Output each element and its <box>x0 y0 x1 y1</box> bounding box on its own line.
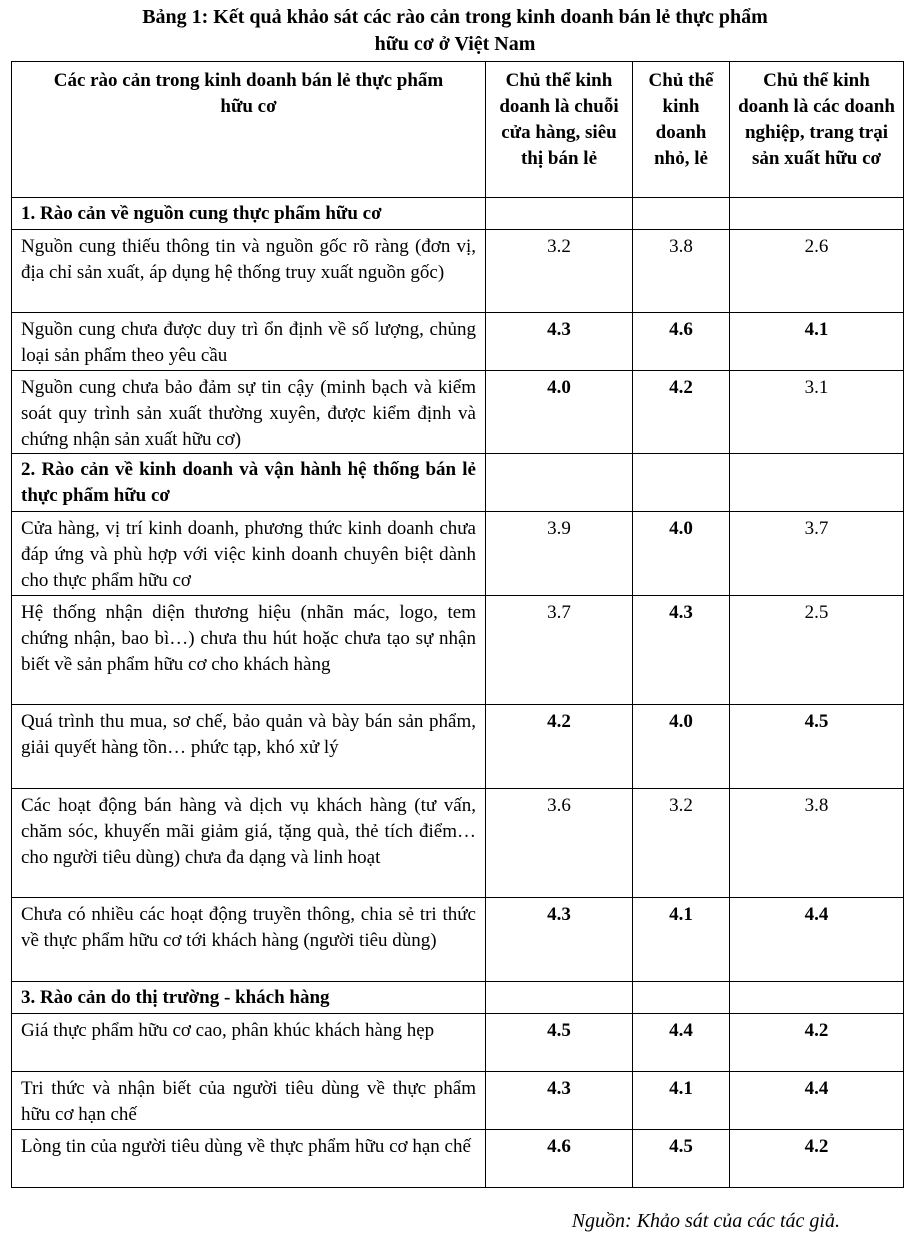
score-cell: 3.9 <box>486 512 633 596</box>
score-cell: 4.5 <box>486 1014 633 1072</box>
table-row <box>12 1014 904 1072</box>
score-cell: 4.5 <box>730 705 904 789</box>
table-row <box>12 789 904 898</box>
survey-table <box>11 61 904 1188</box>
barrier-description: Các hoạt động bán hàng và dịch vụ khách hàng (tư vấn, chăm sóc, khuyến mãi giảm giá, tặng quà, thẻ tích điểm… cho người tiêu dùng) chưa đa dạng và linh hoạt <box>12 789 486 898</box>
score-cell: 4.4 <box>730 1072 904 1130</box>
score-cell: 4.4 <box>730 898 904 982</box>
score-cell: 3.2 <box>486 230 633 313</box>
score-cell: 4.1 <box>730 313 904 371</box>
table-title <box>0 4 910 58</box>
score-cell: 4.4 <box>633 1014 730 1072</box>
score-cell: 4.3 <box>486 313 633 371</box>
table-row <box>12 705 904 789</box>
score-cell: 3.8 <box>633 230 730 313</box>
table-row <box>12 230 904 313</box>
score-cell: 4.0 <box>633 705 730 789</box>
score-cell: 4.6 <box>633 313 730 371</box>
table-row <box>12 512 904 596</box>
barrier-description: Tri thức và nhận biết của người tiêu dùng về thực phẩm hữu cơ hạn chế <box>12 1072 486 1130</box>
barrier-description: Lòng tin của người tiêu dùng về thực phẩm hữu cơ hạn chế <box>12 1130 486 1188</box>
section-title: 3. Rào cản do thị trường - khách hàng <box>12 982 486 1014</box>
source-note: Nguồn: Khảo sát của các tác giả. <box>571 1210 840 1232</box>
score-cell: 4.2 <box>730 1130 904 1188</box>
header-barrier: Các rào cản trong kinh doanh bán lẻ thực phẩm hữu cơ <box>12 62 486 198</box>
section-row <box>12 454 904 512</box>
barrier-description: Nguồn cung chưa bảo đảm sự tin cậy (minh bạch và kiểm soát quy trình sản xuất thường xuyên, được kiểm định và chứng nhận sản xuất hữu cơ) <box>12 371 486 454</box>
score-cell: 4.0 <box>486 371 633 454</box>
score-cell: 3.6 <box>486 789 633 898</box>
header-organic-producers: Chủ thể kinh doanh là các doanh nghiệp, trang trại sản xuất hữu cơ <box>730 62 904 198</box>
table-row <box>12 1072 904 1130</box>
score-cell: 4.0 <box>633 512 730 596</box>
empty-cell <box>633 454 730 512</box>
table-row <box>12 596 904 705</box>
score-cell: 4.2 <box>633 371 730 454</box>
empty-cell <box>486 198 633 230</box>
score-cell: 2.6 <box>730 230 904 313</box>
score-cell: 4.6 <box>486 1130 633 1188</box>
score-cell: 4.3 <box>633 596 730 705</box>
empty-cell <box>730 982 904 1014</box>
table-header-row <box>12 62 904 198</box>
score-cell: 4.5 <box>633 1130 730 1188</box>
score-cell: 4.2 <box>730 1014 904 1072</box>
barrier-description: Giá thực phẩm hữu cơ cao, phân khúc khách hàng hẹp <box>12 1014 486 1072</box>
score-cell: 4.1 <box>633 1072 730 1130</box>
score-cell: 3.2 <box>633 789 730 898</box>
score-cell: 4.1 <box>633 898 730 982</box>
score-cell: 3.1 <box>730 371 904 454</box>
table-title-line-2: hữu cơ ở Việt Nam <box>374 33 536 55</box>
barrier-description: Nguồn cung chưa được duy trì ổn định về số lượng, chủng loại sản phẩm theo yêu cầu <box>12 313 486 371</box>
table-body <box>12 198 904 1188</box>
table-row <box>12 898 904 982</box>
table-title-line-1: Bảng 1: Kết quả khảo sát các rào cản trong kinh doanh bán lẻ thực phẩm <box>142 6 768 28</box>
score-cell: 3.7 <box>486 596 633 705</box>
empty-cell <box>730 198 904 230</box>
empty-cell <box>486 982 633 1014</box>
empty-cell <box>486 454 633 512</box>
section-title: 2. Rào cản về kinh doanh và vận hành hệ thống bán lẻ thực phẩm hữu cơ <box>12 454 486 512</box>
table-row <box>12 313 904 371</box>
header-retail-chains: Chủ thể kinh doanh là chuỗi cửa hàng, siêu thị bán lẻ <box>486 62 633 198</box>
barrier-description: Nguồn cung thiếu thông tin và nguồn gốc rõ ràng (đơn vị, địa chỉ sản xuất, áp dụng hệ thống truy xuất nguồn gốc) <box>12 230 486 313</box>
header-small-businesses: Chủ thể kinh doanh nhỏ, lẻ <box>633 62 730 198</box>
score-cell: 3.8 <box>730 789 904 898</box>
barrier-description: Chưa có nhiều các hoạt động truyền thông, chia sẻ tri thức về thực phẩm hữu cơ tới khách hàng (người tiêu dùng) <box>12 898 486 982</box>
table-row <box>12 371 904 454</box>
score-cell: 4.3 <box>486 898 633 982</box>
empty-cell <box>633 982 730 1014</box>
barrier-description: Quá trình thu mua, sơ chế, bảo quản và bày bán sản phẩm, giải quyết hàng tồn… phức tạp, khó xử lý <box>12 705 486 789</box>
barrier-description: Cửa hàng, vị trí kinh doanh, phương thức kinh doanh chưa đáp ứng và phù hợp với việc kinh doanh chuyên biệt dành cho thực phẩm hữu cơ <box>12 512 486 596</box>
section-title: 1. Rào cản về nguồn cung thực phẩm hữu cơ <box>12 198 486 230</box>
empty-cell <box>633 198 730 230</box>
score-cell: 2.5 <box>730 596 904 705</box>
score-cell: 3.7 <box>730 512 904 596</box>
section-row <box>12 982 904 1014</box>
table-row <box>12 1130 904 1188</box>
barrier-description: Hệ thống nhận diện thương hiệu (nhãn mác, logo, tem chứng nhận, bao bì…) chưa thu hút hoặc chưa tạo sự nhận biết về sản phẩm hữu cơ cho khách hàng <box>12 596 486 705</box>
empty-cell <box>730 454 904 512</box>
score-cell: 4.2 <box>486 705 633 789</box>
score-cell: 4.3 <box>486 1072 633 1130</box>
section-row <box>12 198 904 230</box>
